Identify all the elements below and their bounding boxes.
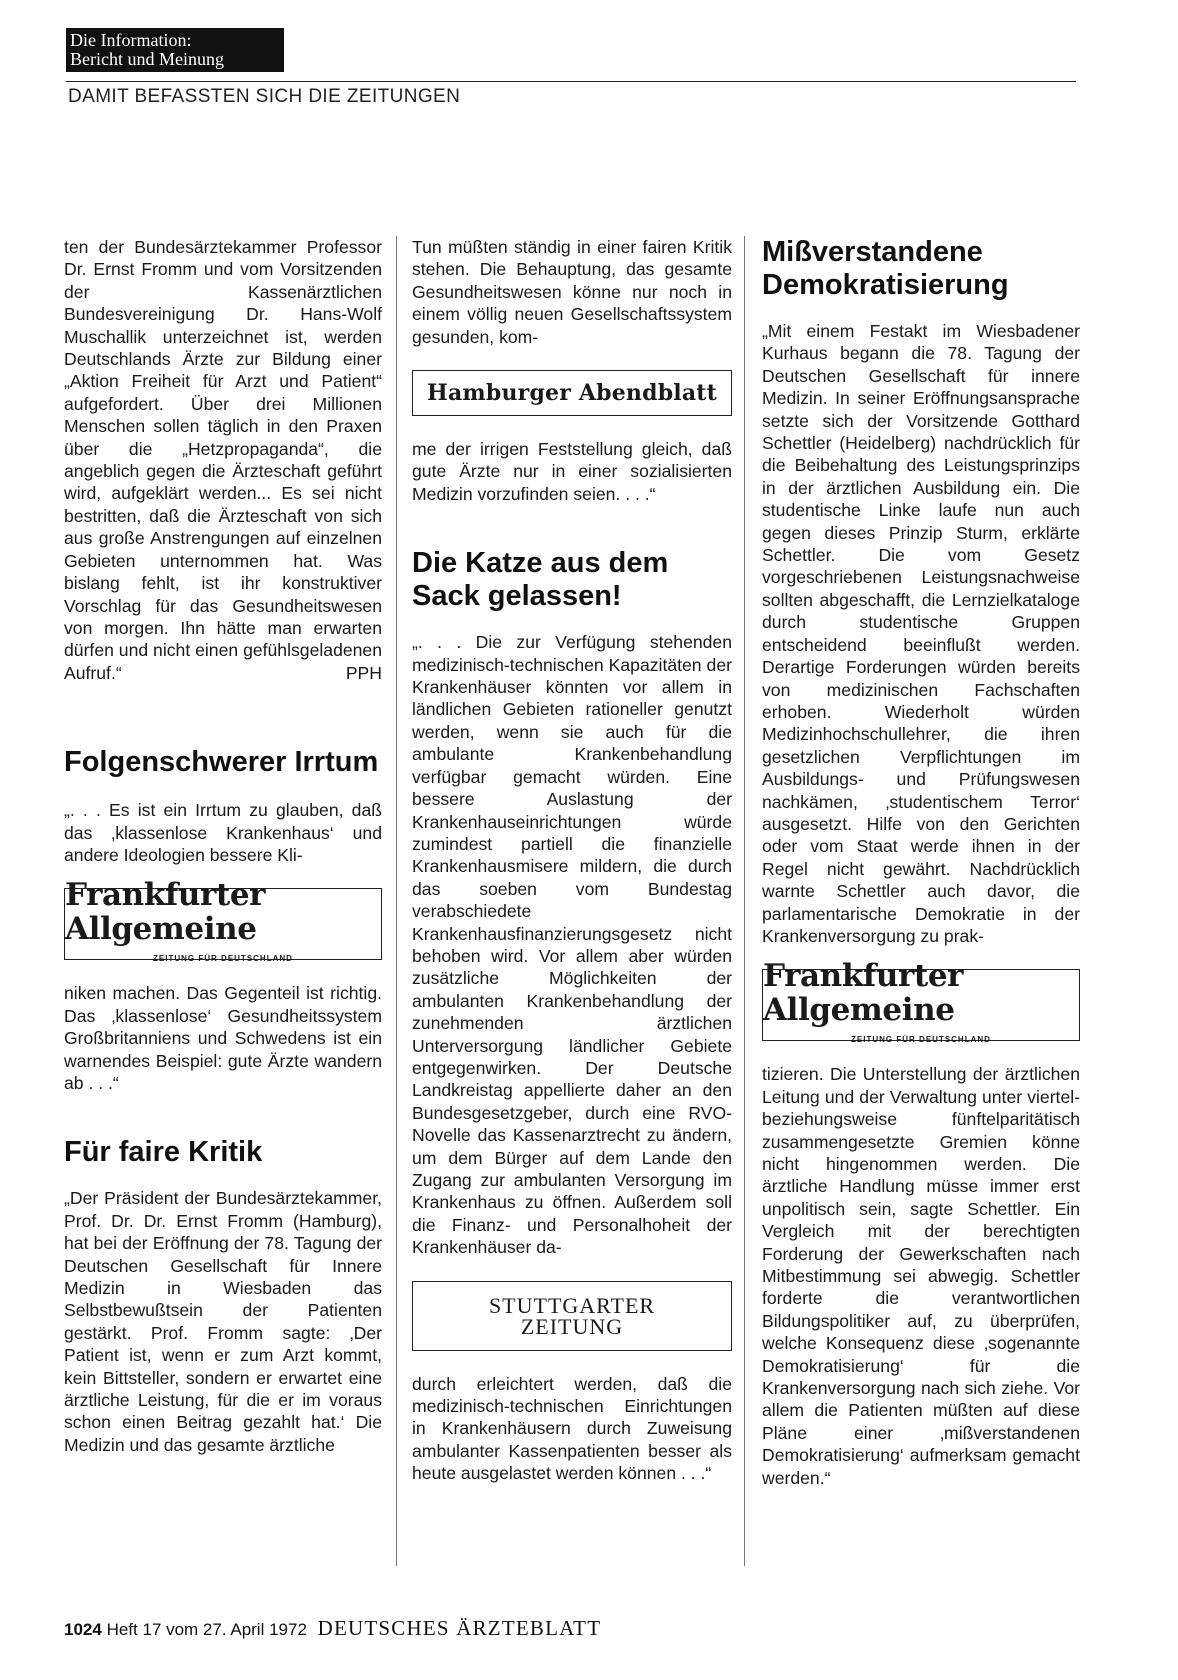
article-paragraph: Tun müßten ständig in einer fairen Kritik stehen. Die Behauptung, das gesamte Gesundheitswesen könne nur noch in einem völlig neuen Gesellschaftssystem gesunden, kom- [412, 237, 732, 347]
newspaper-subtitle: ZEITUNG FÜR DEUTSCHLAND [153, 954, 293, 964]
page-footer [64, 1616, 601, 1641]
article-paragraph: „Mit einem Festakt im Wiesbadener Kurhaus begann die 78. Tagung der Deutschen Gesellschaft für innere Medizin. In seiner Eröffnungsansprache setzte sich der Vorsitzende Gotthard Schettler (Heidelberg) nachdrücklich für die Beibehaltung des Leistungsprinzips in der ärztlichen Ausbildung ein. Die studentische Linke laufe nun auch gegen dieses Prinzip Sturm, erklärte Schettler. Die vom Gesetz vorgeschriebenen Leistungsnachweise sollten abgeschafft, die Lernzielkataloge durch studentische Gruppen entscheidend beeinflußt werden. Derartige Forderungen würden bereits von medizinischen Fachschaften erhoben. Wiederholt würden Medizinhochschullehrer, die ihren gesetzlichen Verpflichtungen im Ausbildungs- und Prüfungswesen nachkämen, ‚studentischem Terror‘ ausgesetzt. Hilfe von den Gerichten oder vom Staat werde ihnen in der Regel nicht gewährt. Nachdrücklich warnte Schettler auch davor, die parlamentarische Demokratie in der Krankenversorgung zu prak- [762, 321, 1080, 946]
article-paragraph: niken machen. Das Gegenteil ist richtig. Das ‚klassenlose‘ Gesundheitssystem Großbritanniens und Schwedens ist ein warnendes Beispiel: gute Ärzte wandern ab . . .“ [64, 983, 382, 1093]
newspaper-logo-faz [64, 877, 382, 964]
article-paragraph: tizieren. Die Unterstellung der ärztlichen Leitung und der Verwaltung unter viertel- beziehungsweise fünftelparitätisch zusammengesetzte Gremien könne nicht hingenommen werden. Die ärztliche Handlung müsse immer erst unpolitisch sein, sagte Schettler. Ein Vergleich mit der berechtigten Forderung der Gewerkschaften nach Mitbestimmung sei abwegig. Schettler forderte die verantwortlichen Bildungspolitiker auf, zu überprüfen, welche Konsequenz diese ‚sogenannte Demokratisierung‘ für die Krankenversorgung nach sich ziehe. Vor allem die Patienten müßten auf diese Pläne einer ‚mißverstandenen Demokratisierung‘ aufmerksam gemacht werden.“ [762, 1064, 1080, 1488]
newspaper-logo-hamburger-abendblatt [412, 370, 732, 416]
article-heading: Mißverstandene Demokratisierung [762, 236, 1009, 301]
newspaper-name-line-1: STUTTGARTER [488, 1292, 656, 1318]
newspaper-name: Frankfurter Allgemeine [65, 877, 266, 948]
column-divider [396, 236, 397, 1566]
magazine-name: DEUTSCHES ÄRZTEBLATT [317, 1616, 602, 1640]
column-1 [64, 236, 382, 1456]
article-paragraph: „. . . Es ist ein Irrtum zu glauben, daß das ‚klassenlose Krankenhaus‘ und andere Ideologien bessere Kli- [64, 800, 382, 865]
newspaper-name-line-2: ZEITUNG [520, 1313, 624, 1339]
newspaper-logo-stuttgarter-zeitung [412, 1281, 732, 1351]
issue-info: Heft 17 vom 27. April 1972 [106, 1620, 307, 1639]
author-signature: PPH [345, 662, 382, 683]
newspaper-name: Frankfurter Allgemeine [763, 958, 964, 1029]
article-paragraph [64, 236, 382, 684]
header-rule [66, 81, 1076, 82]
column-2 [412, 236, 732, 1485]
article-text: ten der Bundesärztekammer Professor Dr. Ernst Fromm und vom Vorsitzenden der Kassenärztlichen Bundesvereinigung Dr. Hans-Wolf Muschallik unterzeichnet ist, werden Deutschlands Ärzte zur Bildung einer „Aktion Freiheit für Arzt und Patient“ aufgefordert. Über drei Millionen Menschen sollen täglich in den Praxen über die „Hetzpropaganda“, die angeblich gegen die Ärzteschaft geführt wird, aufgeklärt werden... Es sei nicht bestritten, daß die Ärzteschaft von sich aus große Anstrengungen auf einzelnen Gebieten unternommen hat. Was bislang fehlt, ist ihr konstruktiver Vorschlag für das Gesundheitswesen von morgen. Ihn hätte man erwarten dürfen und nicht einen gefühlsgeladenen Aufruf.“ [64, 237, 382, 683]
article-paragraph: „. . . Die zur Verfügung stehenden medizinisch-technischen Kapazitäten der Krankenhäuser könnten vor allem in ländlichen Gebieten rationeller genutzt werden, wenn sie auch für die ambulante Krankenbehandlung verfügbar gemacht würden. Eine bessere Auslastung der Krankenhauseinrichtungen würde zumindest partiell die finanzielle Krankenhausmisere mildern, die durch das soeben vom Bundestag verabschiedete Krankenhausfinanzierungsgesetz nicht behoben wird. Vor allem aber würden zusätzliche Möglichkeiten der ambulanten Krankenbehandlung der zunehmenden ärztlichen Unterversorgung ländlicher Gebiete entgegenwirken. Der Deutsche Landkreistag appellierte daher an den Bundesgesetzgeber, durch eine RVO-Novelle das Kassenarztrecht zu ändern, um dem Bürger auf dem Lande den Zugang zur ambulanten Versorgung im Krankenhaus zu öffnen. Außerdem soll die Finanz- und Personalhoheit der Krankenhäuser da- [412, 632, 732, 1258]
article-heading: Die Katze aus dem Sack gelassen! [412, 547, 669, 613]
rubric-label [66, 28, 284, 72]
newspaper-logo-faz [762, 958, 1080, 1045]
newspaper-subtitle: ZEITUNG FÜR DEUTSCHLAND [851, 1035, 991, 1045]
rubric-line-2: Bericht und Meinung [70, 49, 224, 69]
article-paragraph: „Der Präsident der Bundesärztekammer, Prof. Dr. Dr. Ernst Fromm (Hamburg), hat bei der Eröffnung der 78. Tagung der Deutschen Gesellschaft für Innere Medizin in Wiesbaden das Selbstbewußtsein der Patienten gestärkt. Prof. Fromm sagte: ‚Der Patient ist, wenn er zum Arzt kommt, kein Bittsteller, sondern er erwartet eine ärztliche Leistung, für die er im voraus schon einen Beitrag gezahlt hat.‘ Die Medizin und das gesamte ärztliche [64, 1188, 382, 1455]
article-heading: Für faire Kritik [64, 1136, 263, 1169]
section-title: DAMIT BEFASSTEN SICH DIE ZEITUNGEN [68, 86, 461, 107]
page-number: 1024 [64, 1620, 102, 1639]
column-3 [762, 236, 1080, 1489]
rubric-line-1: Die Information: [70, 30, 192, 50]
article-heading: Folgenschwerer Irrtum [64, 746, 379, 779]
newspaper-name: Hamburger Abendblatt [426, 379, 718, 406]
article-paragraph: me der irrigen Feststellung gleich, daß gute Ärzte nur in einer sozialisierten Medizin vorzufinden seien. . . .“ [412, 439, 732, 504]
column-divider [744, 236, 745, 1566]
article-paragraph: durch erleichtert werden, daß die medizinisch-technischen Einrichtungen in Krankenhäusern durch Zuweisung ambulanter Kassenpatienten besser als heute ausgelastet werden können . . .“ [412, 1373, 732, 1484]
